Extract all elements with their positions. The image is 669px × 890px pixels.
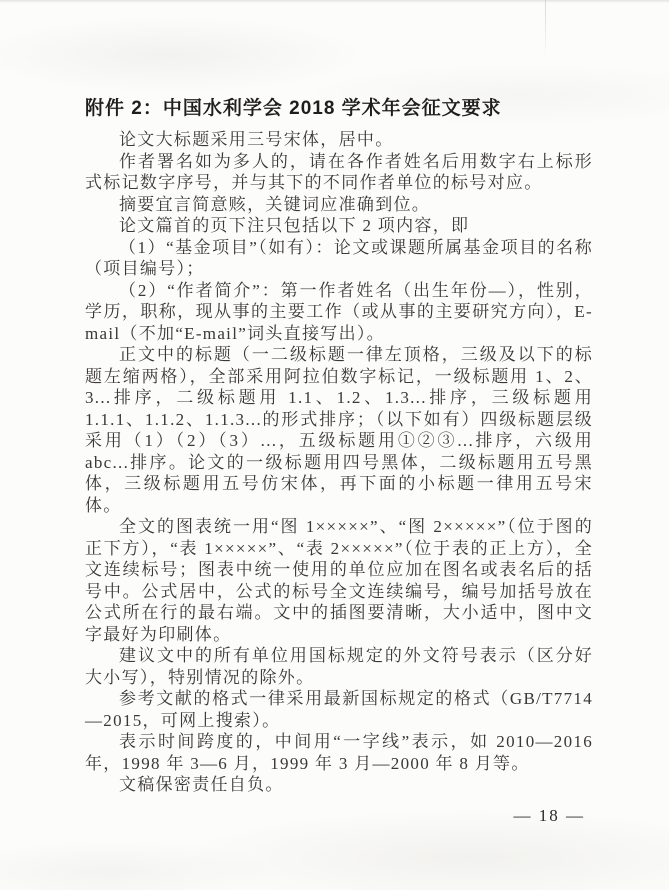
paragraph-footnote-intro: 论文篇首的页下注只包括以下 2 项内容，即 xyxy=(119,216,470,235)
paragraph-abstract-rule: 摘要宜言简意赅，关键词应准确到位。 xyxy=(119,194,431,214)
paragraph-heading-numbering: 正文中的标题（一二级标题一律左顶格，三级及以下的标题左缩两格），全部采用阿拉伯数字标记，一级标题用 1、2、3...排序，二级标题用 1.1、1.2、1.3...排序，三级标题用 1.1.1、1.1.2、1.1.3...的形式排序；（以下如有）四级标题层级采用（1）（2）（3）...，五级标题用①②③...排序，六级用 abc...排序。论文的一级标题用四号黑体，二级标题用五号黑体，三级标题用五号仿宋体，再下面的小标题一律用五号宋体。 xyxy=(85,345,593,515)
paragraph-author-signing: 作者署名如为多人的，请在各作者姓名后用数字右上标形式标记数字序号，并与其下的不同作者单位的标号对应。 xyxy=(85,151,593,192)
paragraph-fund-project: （1）“基金项目”（如有）：论文或课题所属基金项目的名称（项目编号）； xyxy=(85,237,593,278)
scan-edge-artifact xyxy=(0,0,669,3)
paragraph-confidentiality: 文稿保密责任自负。 xyxy=(119,775,284,794)
paragraph-author-bio: （2）“作者简介”：第一作者姓名（出生年份—），性别，学历，职称，现从事的主要工作（或从事的主要研究方向），E-mail（不加“E-mail”词头直接写出）。 xyxy=(85,280,593,343)
paragraph-units-rule: 建议文中的所有单位用国标规定的外文符号表示（区分好大小写），特别情况的除外。 xyxy=(85,646,593,687)
document-body xyxy=(85,129,593,796)
paragraph-main-title-rule: 论文大标题采用三号宋体，居中。 xyxy=(119,130,394,149)
paragraph-time-span-rule: 表示时间跨度的，中间用“一字线”表示，如 2010—2016 年，1998 年 3—6 月，1999 年 3 月—2000 年 8 月等。 xyxy=(85,732,593,773)
scan-streak-artifact xyxy=(545,0,546,58)
paragraph-figures-tables: 全文的图表统一用“图 1×××××”、“图 2×××××”（位于图的正下方），“表 1×××××”、“表 2×××××”（位于表的正上方），全文连续标号；图表中统一使用的单位应加在图名或表名后的括号中。公式居中，公式的标号全文连续编号，编号加括号放在公式所在行的最右端。文中的插图要清晰，大小适中，图中文字最好为印刷体。 xyxy=(85,517,593,644)
paragraph-references-rule: 参考文献的格式一律采用最新国标规定的格式（GB/T7714—2015，可网上搜索）。 xyxy=(85,689,593,730)
page-title: 附件 2：中国水利学会 2018 学术年会征文要求 xyxy=(85,98,502,119)
page-number: — 18 — xyxy=(513,806,585,825)
